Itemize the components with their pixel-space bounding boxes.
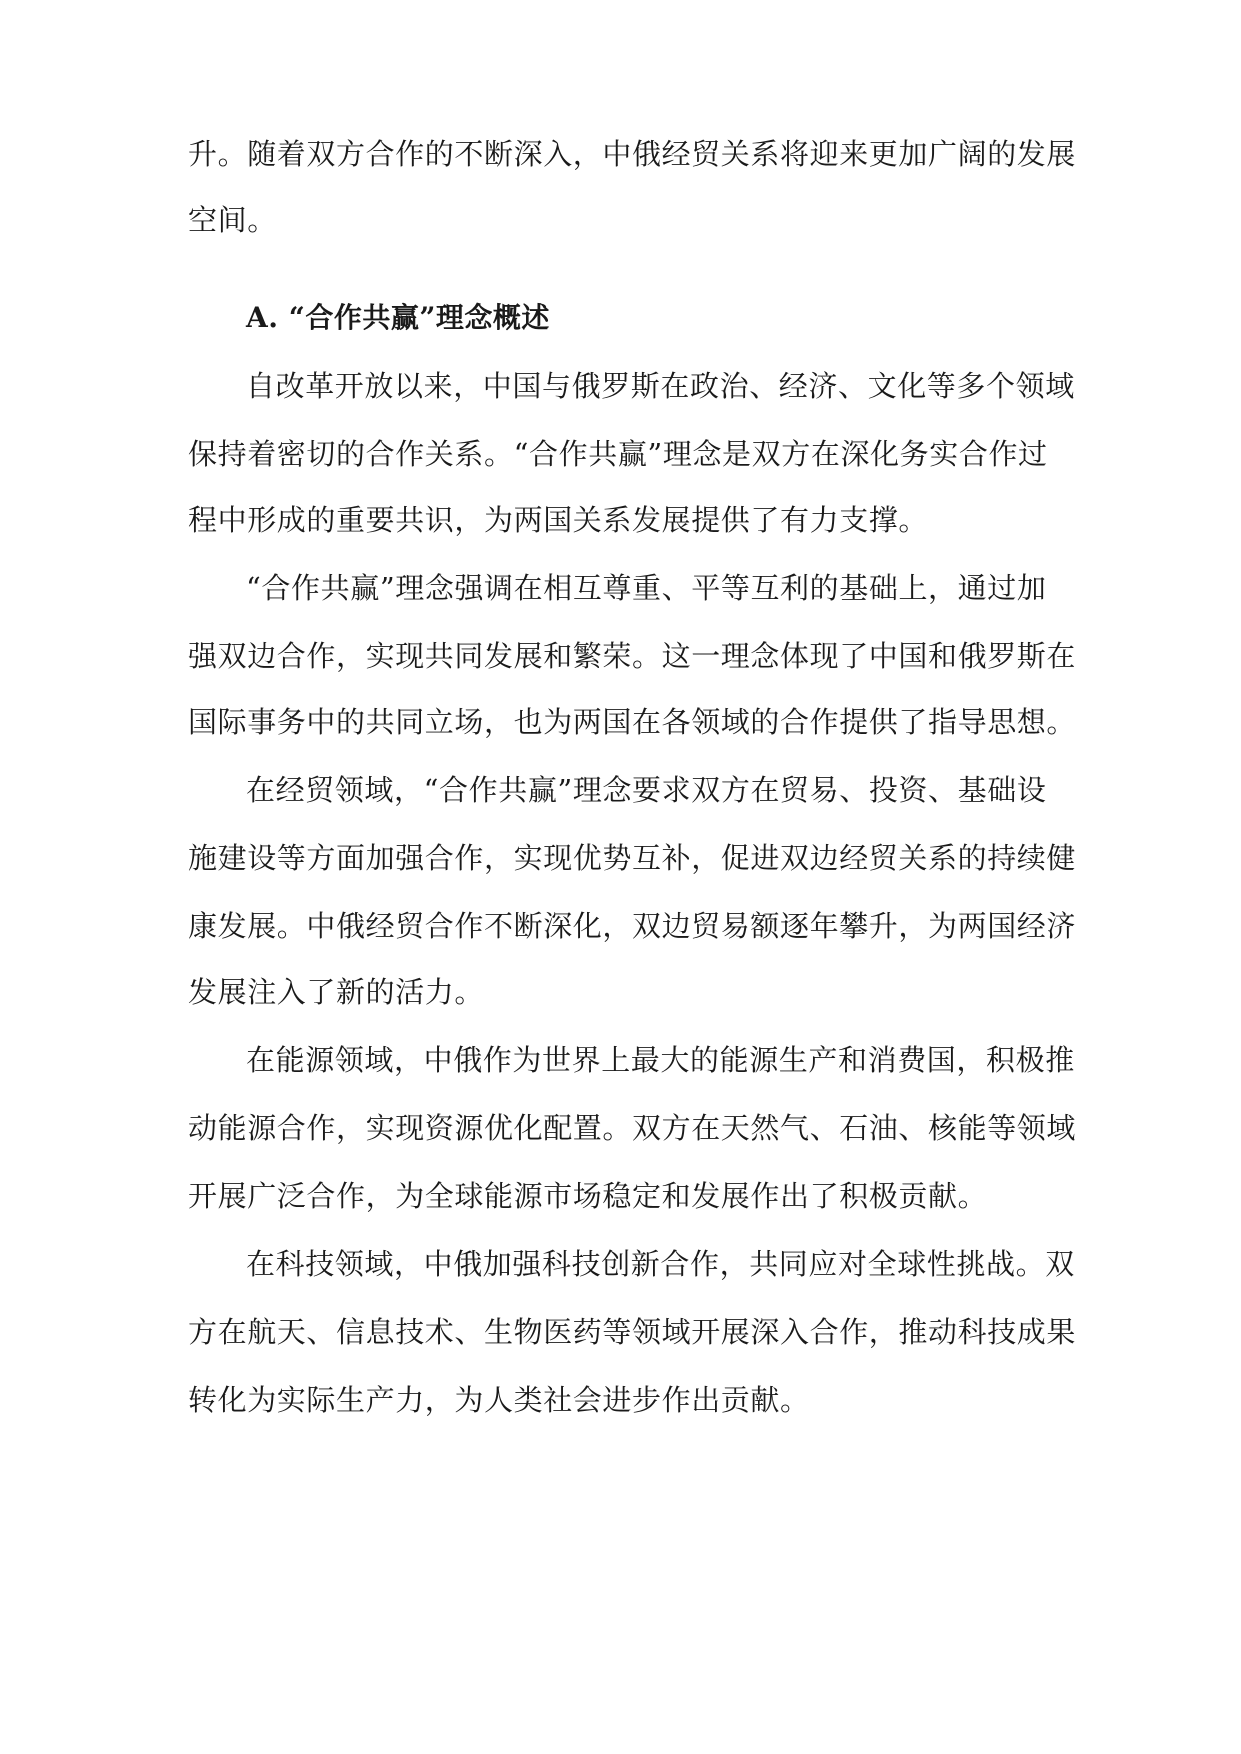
paragraph-line: 国际事务中的共同立场，也为两国在各领域的合作提供了指导思想。 bbox=[188, 705, 1077, 739]
paragraph-line: 在科技领域，中俄加强科技创新合作，共同应对全球性挑战。双 bbox=[246, 1247, 1075, 1281]
paragraph-line: 空间。 bbox=[188, 203, 277, 237]
paragraph-line: 程中形成的重要共识，为两国关系发展提供了有力支撑。 bbox=[188, 503, 929, 537]
paragraph-line: 升。随着双方合作的不断深入，中俄经贸关系将迎来更加广阔的发展 bbox=[188, 137, 1077, 171]
paragraph-line: 动能源合作，实现资源优化配置。双方在天然气、石油、核能等领域 bbox=[188, 1111, 1077, 1145]
paragraph-line: 在经贸领域，“合作共赢”理念要求双方在贸易、投资、基础设 bbox=[246, 773, 1047, 807]
paragraph-line: 保持着密切的合作关系。“合作共赢”理念是双方在深化务实合作过 bbox=[188, 437, 1048, 471]
paragraph-line: 发展注入了新的活力。 bbox=[188, 975, 485, 1009]
paragraph-line: 自改革开放以来，中国与俄罗斯在政治、经济、文化等多个领域 bbox=[246, 369, 1075, 403]
paragraph-line: 在能源领域，中俄作为世界上最大的能源生产和消费国，积极推 bbox=[246, 1043, 1075, 1077]
paragraph-line: 转化为实际生产力，为人类社会进步作出贡献。 bbox=[188, 1383, 810, 1417]
paragraph-line: 康发展。中俄经贸合作不断深化，双边贸易额逐年攀升，为两国经济 bbox=[188, 909, 1077, 943]
paragraph-line: 方在航天、信息技术、生物医药等领域开展深入合作，推动科技成果 bbox=[188, 1315, 1077, 1349]
section-heading: A. “合作共赢”理念概述 bbox=[246, 301, 550, 334]
paragraph-line: 强双边合作，实现共同发展和繁荣。这一理念体现了中国和俄罗斯在 bbox=[188, 639, 1077, 673]
paragraph-line: “合作共赢”理念强调在相互尊重、平等互利的基础上，通过加 bbox=[246, 571, 1047, 605]
paragraph-line: 施建设等方面加强合作，实现优势互补，促进双边经贸关系的持续健 bbox=[188, 841, 1077, 875]
paragraph-line: 开展广泛合作，为全球能源市场稳定和发展作出了积极贡献。 bbox=[188, 1179, 988, 1213]
